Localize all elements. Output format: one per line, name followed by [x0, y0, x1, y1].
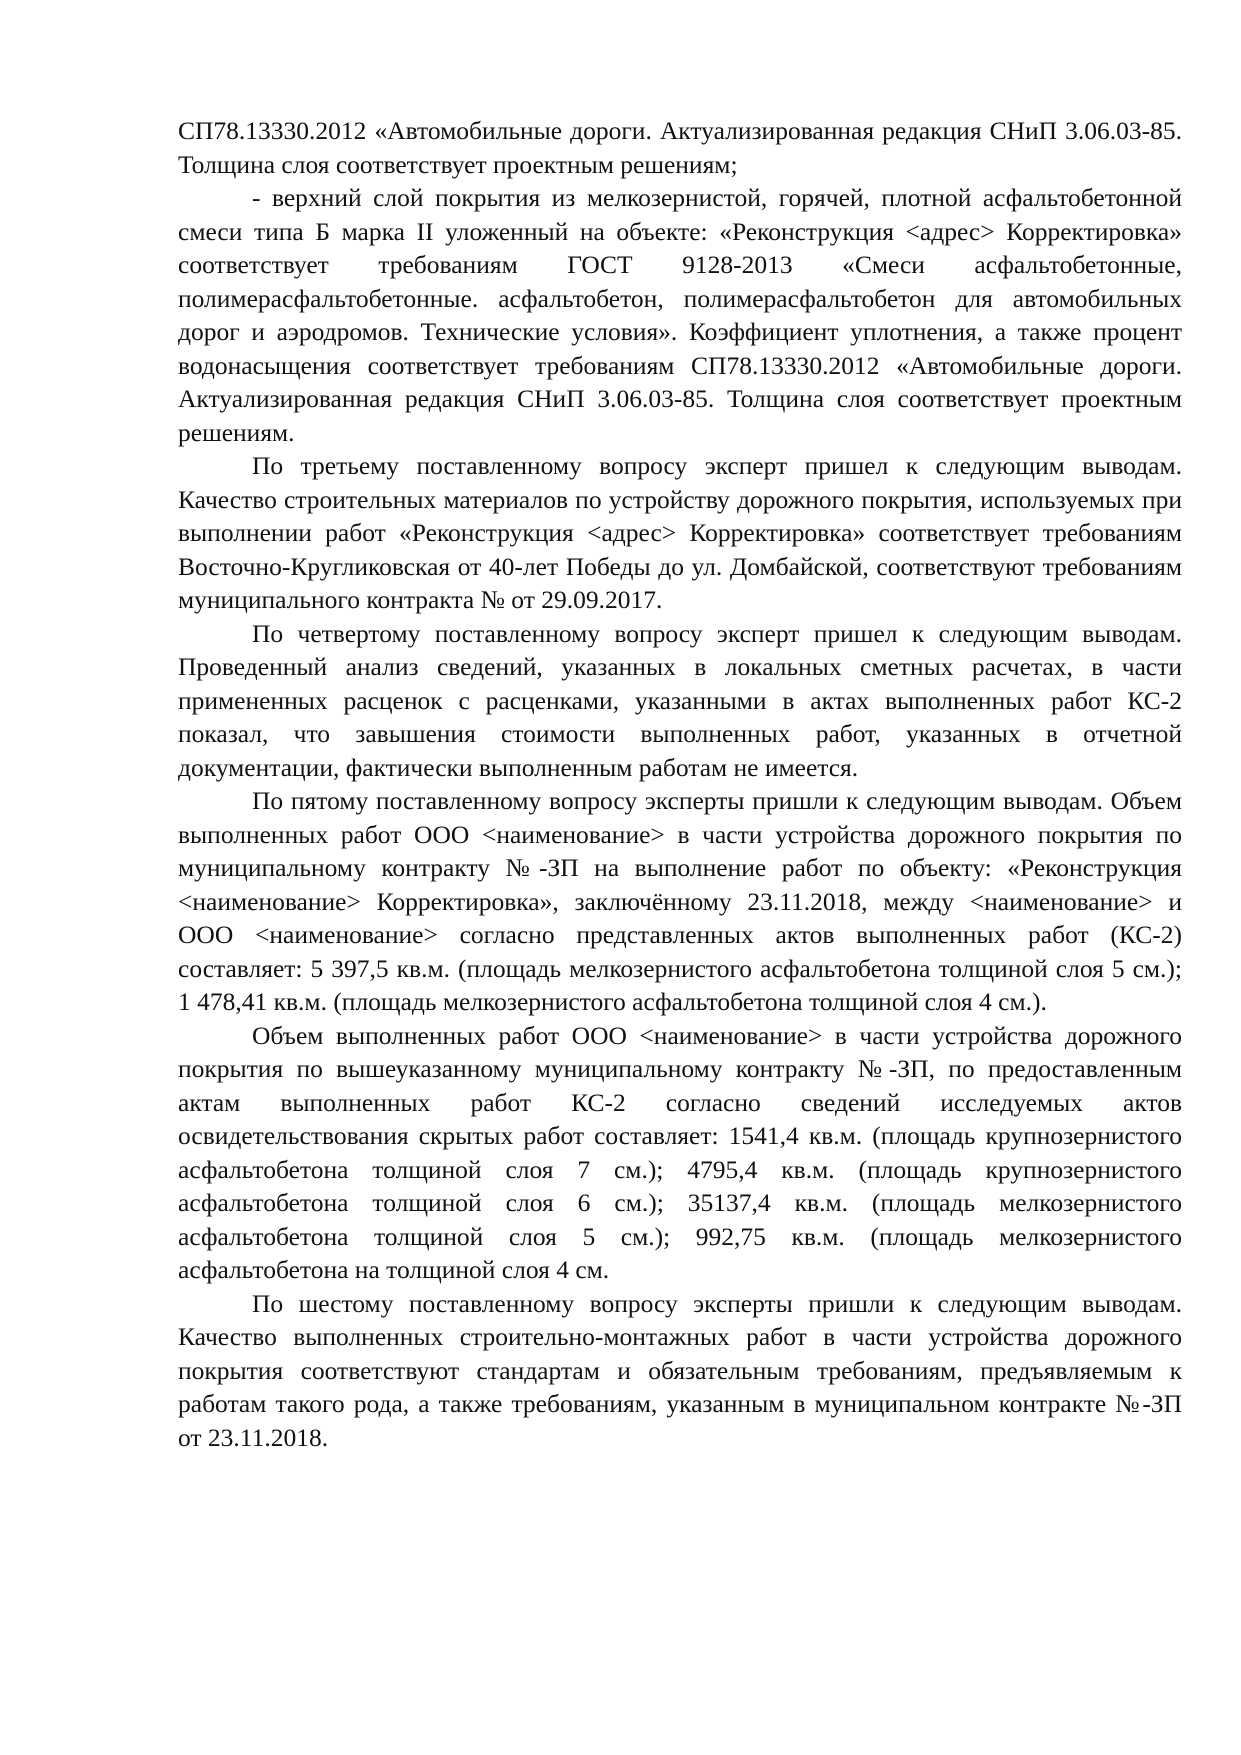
paragraph-top-layer: - верхний слой покрытия из мелкозернистой, горячей, плотной асфальтобетонной смеси типа Б марка II уложенный на объекте: «Реконструкция <адрес> Корректировка» соответствует требованиям ГОСТ 9128-2013 «Смеси асфальтобетонные, полимерасфальтобетонные. асфальтобетон, полимерасфальтобетон для автомобильных дорог и аэродромов. Технические условия». Коэффициент уплотнения, а также процент водонасыщения соответствует требованиям СП78.13330.2012 «Автомобильные дороги. Актуализированная редакция СНиП 3.06.03-85. Толщина слоя соответствует проектным решениям. — [178, 183, 1182, 447]
paragraph-sixth-question: По шестому поставленному вопросу эксперты пришли к следующим выводам. Качество выполненных строительно-монтажных работ в части устройства дорожного покрытия соответствуют стандартам и обязательным требованиям, предъявляемым к работам такого рода, а также требованиям, указанным в муниципальном контракте №-ЗП от 23.11.2018. — [178, 1288, 1182, 1452]
paragraph-fourth-question: По четвертому поставленному вопросу эксперт пришел к следующим выводам. Проведенный анализ сведений, указанных в локальных сметных расчетах, в части примененных расценок с расценками, указанными в актах выполненных работ КС-2 показал, что завышения стоимости выполненных работ, указанных в отчетной документации, фактически выполненным работам не имеется. — [178, 618, 1182, 782]
paragraph-snip-ref: СП78.13330.2012 «Автомобильные дороги. Актуализированная редакция СНиП 3.06.03-85. Толщина слоя соответствует проектным решениям; — [178, 116, 1182, 179]
paragraph-fifth-question: По пятому поставленному вопросу эксперты пришли к следующим выводам. Объем выполненных работ ООО <наименование> в части устройства дорожного покрытия по муниципальному контракту №-ЗП на выполнение работ по объекту: «Реконструкция <наименование> Корректировка», заключённому 23.11.2018, между <наименование> и ООО <наименование> согласно представленных актов выполненных работ (КС-2) составляет: 5 397,5 кв.м. (площадь мелкозернистого асфальтобетона толщиной слоя 5 см.); 1 478,41 кв.м. (площадь мелкозернистого асфальтобетона толщиной слоя 4 см.). — [178, 786, 1182, 1016]
paragraph-third-question: По третьему поставленному вопросу эксперт пришел к следующим выводам. Качество строительных материалов по устройству дорожного покрытия, используемых при выполнении работ «Реконструкция <адрес> Корректировка» соответствует требованиям Восточно-Кругликовская от 40-лет Победы до ул. Домбайской, соответствуют требованиям муниципального контракта № от 29.09.2017. — [178, 451, 1182, 614]
paragraph-volume-hidden-works: Объем выполненных работ ООО <наименование> в части устройства дорожного покрытия по вышеуказанному муниципальному контракту №-ЗП, по предоставленным актам выполненных работ КС-2 согласно сведений исследуемых актов освидетельствования скрытых работ составляет: 1541,4 кв.м. (площадь крупнозернистого асфальтобетона толщиной слоя 7 см.); 4795,4 кв.м. (площадь крупнозернистого асфальтобетона толщиной слоя 6 см.); 35137,4 кв.м. (площадь мелкозернистого асфальтобетона толщиной слоя 5 см.); 992,75 кв.м. (площадь мелкозернистого асфальтобетона на толщиной слоя 4 см. — [178, 1020, 1182, 1284]
document-page — [178, 114, 1182, 1454]
